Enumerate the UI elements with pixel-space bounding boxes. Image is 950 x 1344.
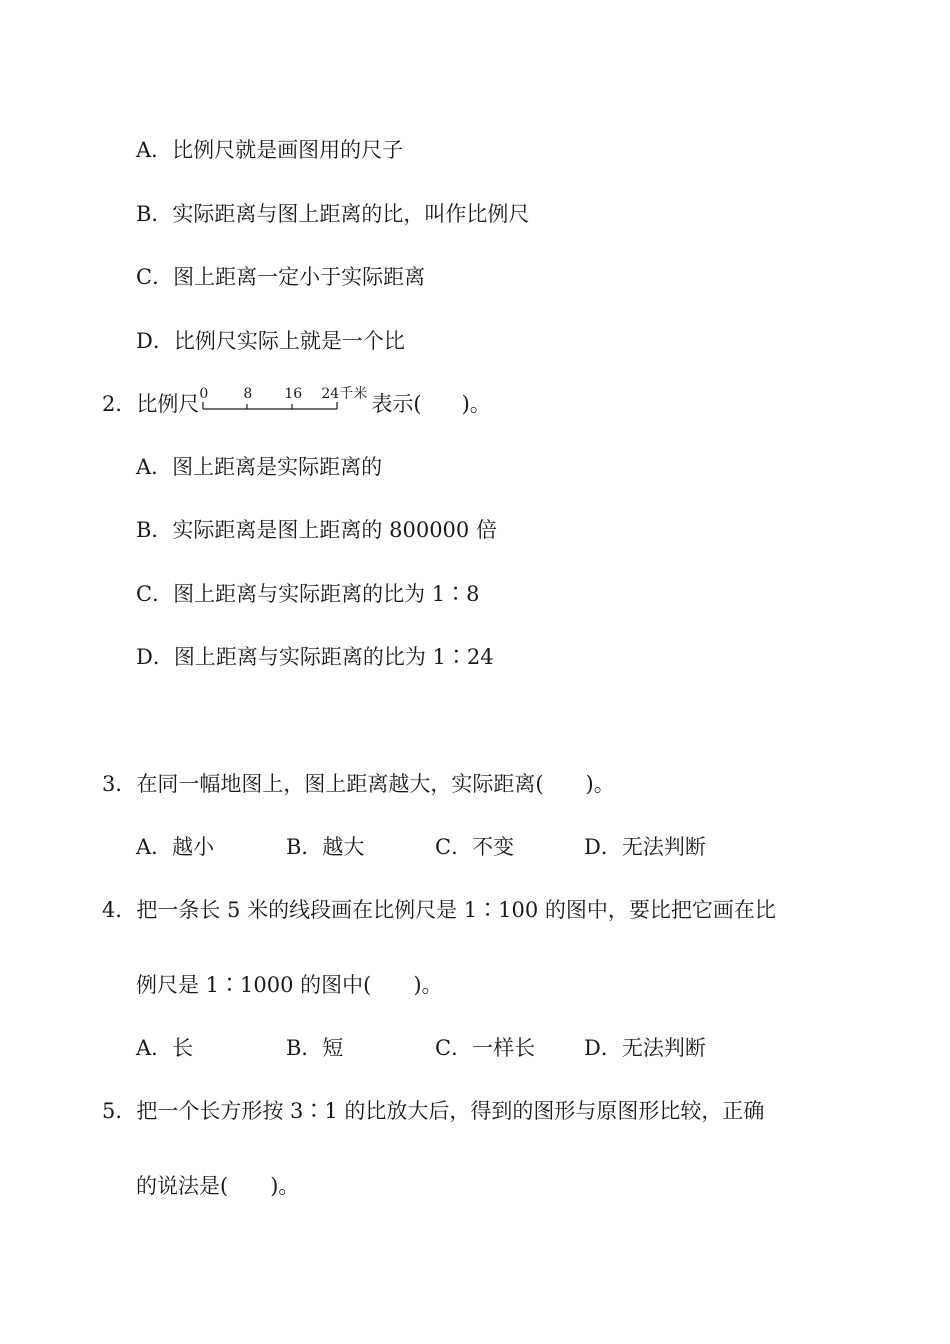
q2-suffix: 表示( <box>371 392 422 416</box>
scale-unit-label: 千米 <box>339 386 368 402</box>
q2-prefix: 比例尺 <box>136 392 200 416</box>
q4-option-d: D．无法判断 <box>584 1036 706 1060</box>
q4-option-a: A．长 <box>136 1036 194 1060</box>
q2-option-d: D．图上距离与实际距离的比为 1∶24 <box>136 645 494 669</box>
q5-stem-line2: 的说法是( )。 <box>136 1174 300 1198</box>
q4-stem-line2: 例尺是 1∶1000 的图中( )。 <box>136 973 443 997</box>
scale-tick-label: 0 <box>199 386 209 402</box>
q3-option-a: A．越小 <box>136 835 215 859</box>
q2-stem <box>102 386 491 417</box>
scale-tick-label: 24 <box>321 386 340 402</box>
q4-option-c: C．一样长 <box>435 1036 536 1060</box>
q5-stem-line1: 5．把一个长方形按 3∶1 的比放大后，得到的图形与原图形比较，正确 <box>102 1099 765 1123</box>
scale-tick-label: 16 <box>284 386 303 402</box>
q2-close: )。 <box>461 392 491 416</box>
scale-tick-label: 8 <box>243 386 253 402</box>
q4-stem-line1: 4．把一条长 5 米的线段画在比例尺是 1∶100 的图中，要比把它画在比 <box>102 898 776 922</box>
q2-option-a: A．图上距离是实际距离的 <box>136 455 383 479</box>
q2-option-b: B．实际距离是图上距离的 800000 倍 <box>136 518 497 542</box>
q2-option-c: C．图上距离与实际距离的比为 1∶8 <box>136 582 480 606</box>
q3-option-c: C．不变 <box>435 835 515 859</box>
q4-option-b: B．短 <box>286 1036 344 1060</box>
q1-option-d: D．比例尺实际上就是一个比 <box>136 329 405 353</box>
q3-option-d: D．无法判断 <box>584 835 706 859</box>
q2-number: 2． <box>102 392 137 416</box>
q3-stem: 3．在同一幅地图上，图上距离越大，实际距离( )。 <box>102 772 615 796</box>
q1-option-a: A．比例尺就是画图用的尺子 <box>136 138 404 162</box>
q3-option-b: B．越大 <box>286 835 365 859</box>
q1-option-c: C．图上距离一定小于实际距离 <box>136 265 426 289</box>
q1-option-b: B．实际距离与图上距离的比，叫作比例尺 <box>136 202 530 226</box>
scale-bar <box>199 386 371 417</box>
